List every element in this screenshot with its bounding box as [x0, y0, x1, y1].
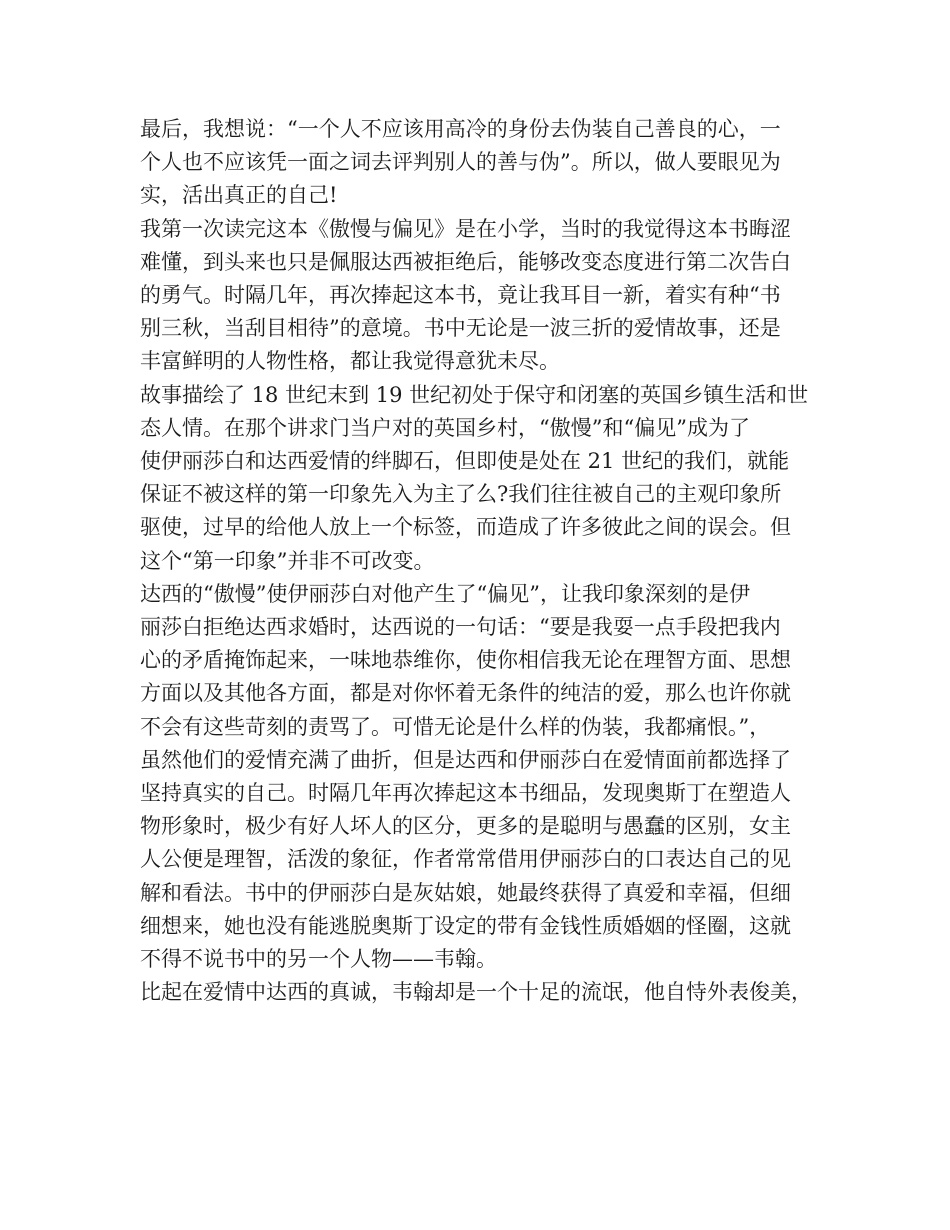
document-page	[140, 113, 823, 1009]
paragraph-story-background: 故事描绘了 18 世纪末到 19 世纪初处于保守和闭塞的英国乡镇生活和世 态人情。在那个讲求门当户对的英国乡村，“傲慢”和“偏见”成为了 使伊丽莎白和达西爱情的绊脚石，但即使是处在 21 世纪的我们，就能 保证不被这样的第一印象先入为主了么?我们往往被自己的主观印象所 驱使，过早的给他人放上一个标签，而造成了许多彼此之间的误会。但 这个“第一印象”并非不可改变。	[140, 382, 809, 573]
paragraph-first-reading: 我第一次读完这本《傲慢与偏见》是在小学，当时的我觉得这本书晦涩 难懂，到头来也只是佩服达西被拒绝后，能够改变态度进行第二次告白 的勇气。时隔几年，再次捧起这本书，竟让我耳目一新，着实有种“书 别三秋，当刮目相待”的意境。书中无论是一波三折的爱情故事，还是 丰富鲜明的人物性格，都让我觉得意犹未尽。	[140, 216, 791, 374]
paragraph-wickham: 比起在爱情中达西的真诚，韦翰却是一个十足的流氓，他自恃外表俊美，	[140, 980, 812, 1005]
paragraph-conclusion: 最后，我想说：“一个人不应该用高冷的身份去伪装自己善良的心，一 个人也不应该凭一面之词去评判别人的善与伪”。所以，做人要眼见为 实，活出真正的自己!	[140, 117, 781, 208]
paragraph-darcy-pride: 达西的“傲慢”使伊丽莎白对他产生了“偏见”，让我印象深刻的是伊 丽莎白拒绝达西求婚时，达西说的一句话：“要是我耍一点手段把我内 心的矛盾掩饰起来，一味地恭维你，使你相信我无论在理智方面、思想 方面以及其他各方面，都是对你怀着无条件的纯洁的爱，那么也许你就 不会有这些苛刻的责骂了。可惜无论是什么样的伪装，我都痛恨。”， 虽然他们的爱情充满了曲折，但是达西和伊丽莎白在爱情面前都选择了 坚持真实的自己。时隔几年再次捧起这本书细品，发现奥斯丁在塑造人 物形象时，极少有好人坏人的区分，更多的是聪明与愚蠢的区别，女主 人公便是理智，活泼的象征，作者常常借用伊丽莎白的口表达自己的见 解和看法。书中的伊丽莎白是灰姑娘，她最终获得了真爱和幸福，但细 细想来，她也没有能逃脱奥斯丁设定的带有金钱性质婚姻的怪圈，这就 不得不说书中的另一个人物——韦翰。	[140, 581, 791, 972]
